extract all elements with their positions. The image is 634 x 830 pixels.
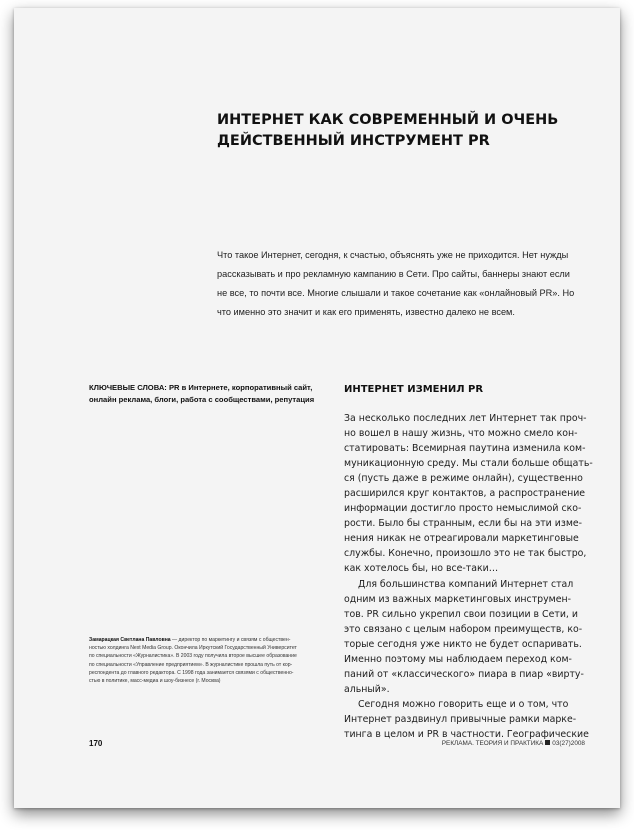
journal-footer (442, 740, 585, 747)
author-bio (89, 636, 339, 685)
body-line: но вошел в нашу жизнь, что можно смело кон- (344, 428, 578, 440)
author-line: ностью холдинга Next Media Group. Окончила Иркутский Государственный Университет (89, 645, 297, 652)
body-line: торые сегодня уже никто не будет оспаривать. (344, 638, 582, 650)
body-line: Именно поэтому мы наблюдаем переход ком- (344, 653, 572, 665)
author-line: респондента до главного редактора. С 1998 года занимается связями с общественно- (89, 669, 294, 676)
body-line: рости. Было бы странным, если бы на эти изме- (344, 518, 583, 530)
body-line: За несколько последних лет Интернет так проч- (344, 413, 587, 424)
page-number: 170 (89, 739, 103, 748)
journal-name: РЕКЛАМА. ТЕОРИЯ И ПРАКТИКА (441, 740, 544, 747)
body-line: паний от «классического» пиара в пиар «вирту- (344, 668, 584, 680)
lead-line: не все, то почти все. Многие слышали и такое сочетание как «онлайновый PR». Но (217, 288, 575, 298)
keywords-line: онлайн реклама, блоги, работа с сообществами, репутация (89, 394, 315, 404)
author-bio-text: — директор по маркетингу и связям с обществен- (170, 637, 291, 643)
body-line: расширился круг контактов, а распространение (344, 488, 586, 500)
body-line: нения никак не отреагировали маркетинговые (344, 533, 579, 545)
body-line: Интернет раздвинул привычные рамки марке- (344, 713, 577, 725)
article-body (344, 411, 604, 742)
keywords-line: КЛЮЧЕВЫЕ СЛОВА: PR в Интернете, корпоративный сайт, (89, 383, 313, 392)
body-line: Для большинства компаний Интернет стал (358, 578, 574, 590)
article-title (217, 110, 597, 152)
author-line: по специальности «Управление предприятием». В журналистике прошла путь от кор- (89, 661, 293, 668)
body-line: информации достигло просто немыслимой ско- (344, 503, 582, 515)
keywords-block (89, 382, 339, 405)
title-line: ДЕЙСТВЕННЫЙ ИНСТРУМЕНТ PR (217, 133, 490, 149)
author-line: стью в политике, масс-медиа и шоу-бизнесе (г. Москва) (89, 678, 221, 685)
author-line (89, 636, 339, 644)
issue-number: 03(27)2008 (552, 740, 585, 747)
body-line: службы. Конечно, произошло это не так быстро, (344, 548, 587, 560)
lead-line: что именно это значит и как его применять, известно далеко не всем. (217, 307, 515, 317)
body-line: альный». (344, 683, 390, 695)
lead-line: рассказывать и про рекламную кампанию в Сети. Про сайты, баннеры знают если (217, 269, 570, 279)
author-line: по специальности «Журналистика». В 2003 году получила второе высшее образование (89, 653, 297, 660)
body-line: статировать: Всемирная паутина изменила ком- (344, 443, 586, 455)
author-name: Замарацкая Светлана Павловна (89, 637, 171, 643)
lead-line: Что такое Интернет, сегодня, к счастью, объяснять уже не приходится. Нет нужды (217, 250, 569, 260)
body-line: одним из важных маркетинговых инструмен- (344, 593, 572, 605)
section-heading: ИНТЕРНЕТ ИЗМЕНИЛ PR (344, 384, 484, 395)
body-line: ся (пусть даже в режиме онлайн), существенно (344, 473, 583, 485)
body-line: это связано с целым набором преимуществ, ко- (344, 623, 583, 635)
title-line: ИНТЕРНЕТ КАК СОВРЕМЕННЫЙ И ОЧЕНЬ (217, 112, 559, 128)
article-lead (217, 246, 605, 322)
body-line: Сегодня можно говорить еще и о том, что (358, 698, 569, 710)
body-line: тов. PR сильно укрепил свои позиции в Сети, и (344, 608, 578, 620)
body-line: муникационную среду. Мы стали больше общать- (344, 458, 593, 470)
magazine-page (14, 8, 620, 808)
body-line: как хотелось бы, но все-таки… (344, 563, 499, 575)
square-bullet-icon (545, 740, 550, 745)
body-line: тинга в целом и PR в частности. Географические (344, 728, 589, 740)
